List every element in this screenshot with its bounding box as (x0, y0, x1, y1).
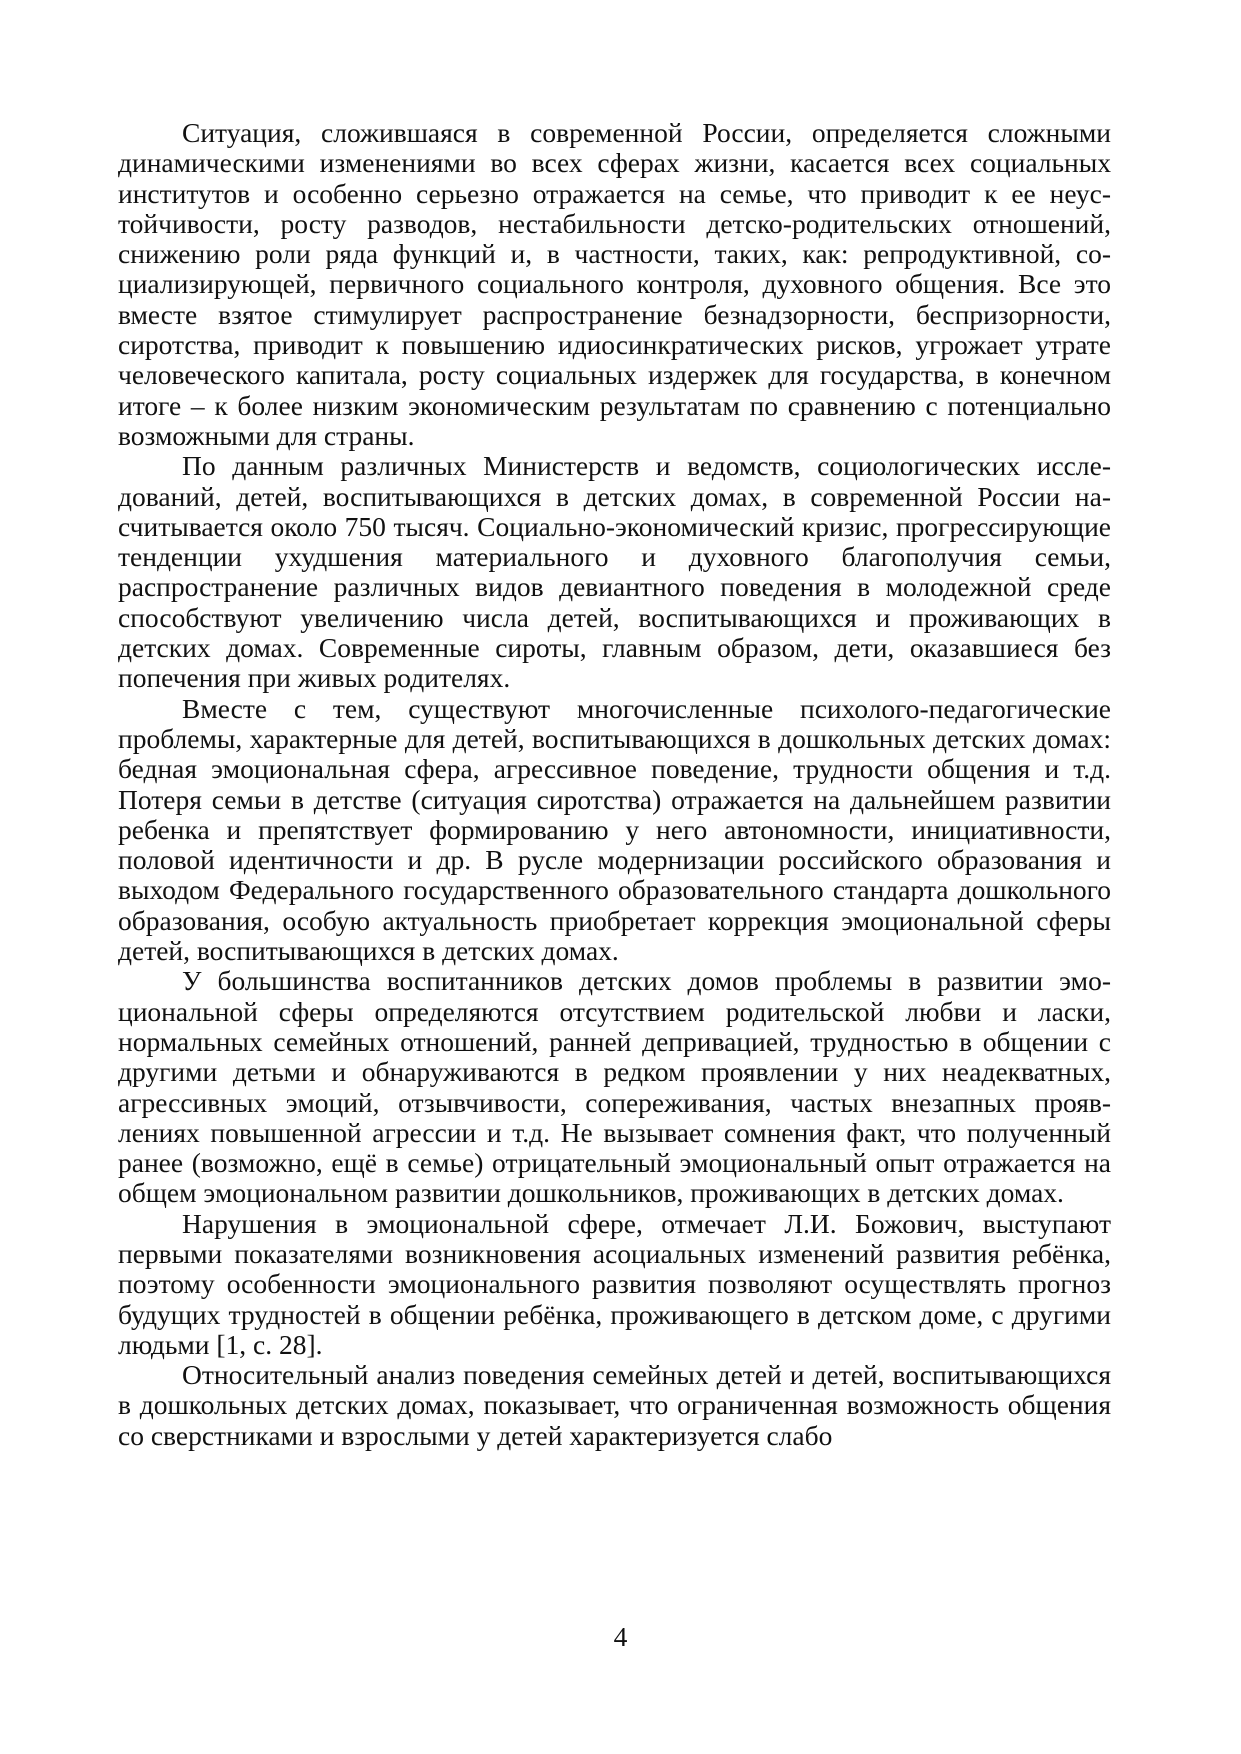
paragraph: По данным различных Министерств и ведомств, социологических исследований, детей, воспитывающихся в детских домах, в современной России насчитывается около 750 тысяч. Социально-экономический кризис, прогрессирующие тенденции ухудшения материального и духовного благополучия семьи, распространение различных видов девиантного поведения в молодежной среде способствуют увеличению числа детей, воспитывающихся и проживающих в детских домах. Современные сироты, главным образом, дети, оказавшиеся без попечения при живых родителях. (118, 450, 1111, 694)
paragraph: У большинства воспитанников детских домов проблемы в развитии эмоциональной сферы определяются отсутствием родительской любви и ласки, нормальных семейных отношений, ранней депривацией, трудностью в общении с другими детьми и обнаруживаются в редком проявлении у них неадекватных, агрессивных эмоций, отзывчивости, сопереживания, частых внезапных проявлениях повышенной агрессии и т.д. Не вызывает сомнения факт, что полученный ранее (возможно, ещё в семье) отрицательный эмоциональный опыт отражается на общем эмоциональном развитии дошкольников, проживающих в детских домах. (118, 965, 1111, 1209)
page-number: 4 (613, 1621, 628, 1652)
paragraph: Нарушения в эмоциональной сфере, отмечает Л.И. Божович, выступают первыми показателями возникновения асоциальных изменений развития ребёнка, поэтому особенности эмоционального развития позволяют осуществлять прогноз будущих трудностей в общении ребёнка, проживающего в детском доме, с другими людьми [1, с. 28]. (118, 1207, 1111, 1360)
paragraph: Относительный анализ поведения семейных детей и детей, воспитывающихся в дошкольных детских домах, показывает, что ограниченная возможность общения со сверстниками и взрослыми у детей характеризуется слабо (118, 1359, 1111, 1451)
paragraph: Ситуация, сложившаяся в современной России, определяется сложными динамическими изменениями во всех сферах жизни, касается всех социальных институтов и особенно серьезно отражается на семье, что приводит к ее неустойчивости, росту разводов, нестабильности детско-родительских отношений, снижению роли ряда функций и, в частности, таких, как: репродуктивной, социализирующей, первичного социального контроля, духовного общения. Все это вместе взятое стимулирует распространение безнадзорности, беспризорности, сиротства, приводит к повышению идиосинкратических рисков, угрожает утрате человеческого капитала, росту социальных издержек для государства, в конечном итоге – к более низким экономическим результатам по сравнению с потенциально возможными для страны. (118, 117, 1111, 451)
paragraph: Вместе с тем, существуют многочисленные психолого-педагогические проблемы, характерные для детей, воспитывающихся в дошкольных детских домах: бедная эмоциональная сфера, агрессивное поведение, трудности общения и т.д. Потеря семьи в детстве (ситуация сиротства) отражается на дальнейшем развитии ребенка и препятствует формированию у него автономности, инициативности, половой идентичности и др. В русле модернизации российского образования и выходом Федерального государственного образовательного стандарта дошкольного образования, особую актуальность приобретает коррекция эмоциональной сферы детей, воспитывающихся в детских домах. (118, 692, 1111, 967)
body-text (118, 118, 1111, 1451)
